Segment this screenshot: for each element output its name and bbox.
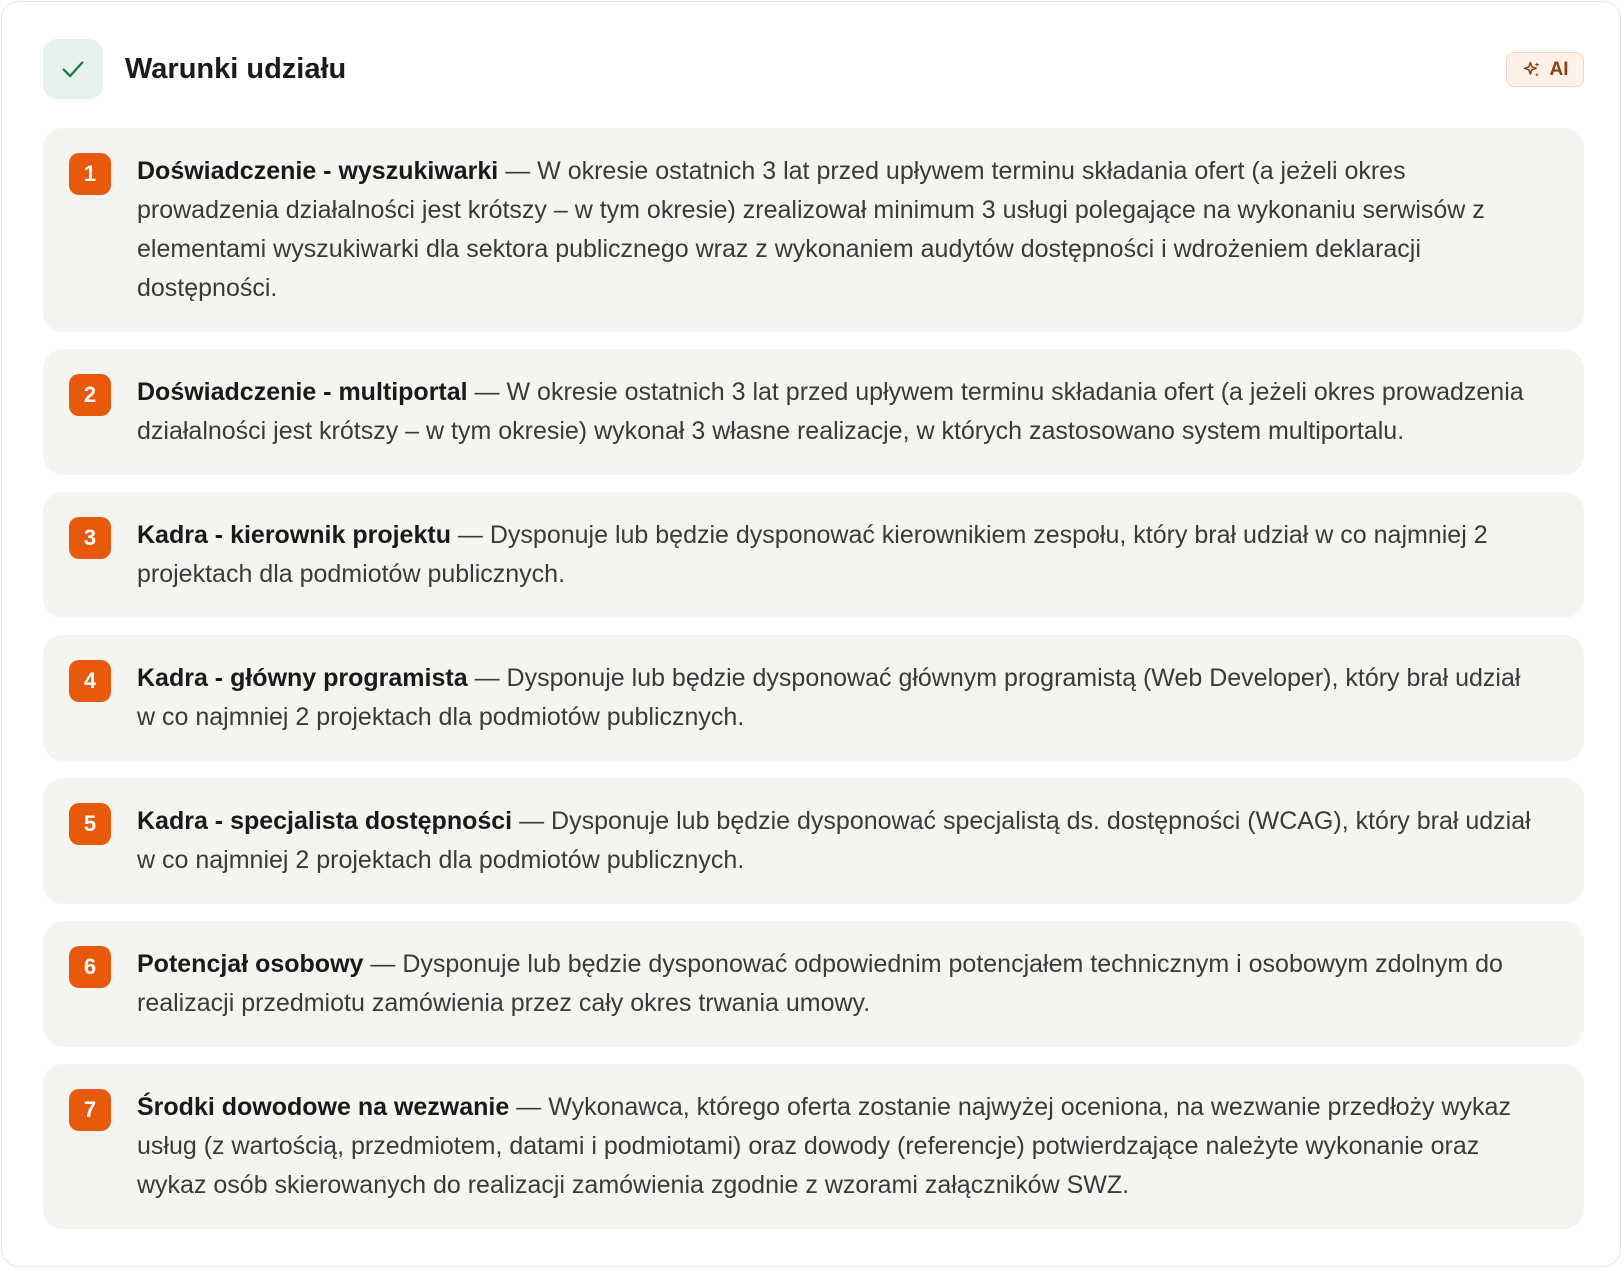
ai-badge-label: AI	[1549, 58, 1569, 80]
condition-text	[137, 945, 1544, 1023]
condition-item	[43, 778, 1584, 904]
condition-title: Środki dowodowe na wezwanie	[137, 1093, 510, 1121]
condition-title: Potencjał osobowy	[137, 950, 364, 978]
participation-conditions-panel	[1, 1, 1621, 1267]
condition-item	[43, 349, 1584, 475]
condition-title: Kadra - specjalista dostępności	[137, 807, 513, 835]
check-icon	[43, 39, 103, 99]
condition-text	[137, 802, 1544, 880]
condition-description: W okresie ostatnich 3 lat przed upływem terminu składania ofert (a jeżeli okres prowadzenia działalności jest krótszy – w tym okresie) zrealizował minimum 3 usługi polegające na wykonaniu serwisów z elementami wyszukiwarki dla sektora publicznego wraz z wykonaniem audytów dostępności i wdrożeniem deklaracji dostępności.	[137, 157, 1485, 302]
condition-description: W okresie ostatnich 3 lat przed upływem terminu składania ofert (a jeżeli okres prowadzenia działalności jest krótszy – w tym okresie) wykonał 3 własne realizacje, w których zastosowano system multiportalu.	[137, 378, 1524, 445]
condition-text	[137, 516, 1544, 594]
condition-number: 5	[69, 803, 111, 845]
condition-number: 4	[69, 660, 111, 702]
condition-separator: —	[450, 521, 490, 549]
condition-separator: —	[467, 378, 507, 406]
condition-item	[43, 492, 1584, 618]
condition-number: 7	[69, 1089, 111, 1131]
condition-description: Wykonawca, którego oferta zostanie najwyżej oceniona, na wezwanie przedłoży wykaz usług (z wartością, przedmiotem, datami i podmiotami) oraz dowody (referencje) potwierdzające należyte wykonanie oraz wykaz osób skierowanych do realizacji zamówienia zgodnie z wzorami załączników SWZ.	[137, 1093, 1511, 1199]
condition-separator: —	[512, 807, 552, 835]
sparkles-icon	[1522, 60, 1542, 80]
condition-text	[137, 1088, 1544, 1205]
condition-item	[43, 635, 1584, 761]
condition-separator: —	[467, 664, 507, 692]
condition-description: Dysponuje lub będzie dysponować głównym programistą (Web Developer), który brał udział w co najmniej 2 projektach dla podmiotów publicznych.	[137, 664, 1521, 731]
condition-number: 2	[69, 374, 111, 416]
condition-text	[137, 373, 1544, 451]
panel-header	[43, 39, 1584, 99]
condition-title: Kadra - kierownik projektu	[137, 521, 451, 549]
panel-title: Warunki udziału	[125, 53, 347, 85]
condition-number: 1	[69, 153, 111, 195]
condition-description: Dysponuje lub będzie dysponować kierownikiem zespołu, który brał udział w co najmniej 2 projektach dla podmiotów publicznych.	[137, 521, 1488, 588]
condition-text	[137, 152, 1544, 308]
condition-description: Dysponuje lub będzie dysponować specjalistą ds. dostępności (WCAG), który brał udział w co najmniej 2 projektach dla podmiotów publicznych.	[137, 807, 1531, 874]
condition-item	[43, 1064, 1584, 1229]
condition-number: 3	[69, 517, 111, 559]
condition-item	[43, 921, 1584, 1047]
condition-title: Doświadczenie - multiportal	[137, 378, 468, 406]
condition-title: Doświadczenie - wyszukiwarki	[137, 157, 499, 185]
condition-item	[43, 128, 1584, 332]
condition-number: 6	[69, 946, 111, 988]
condition-text	[137, 659, 1544, 737]
conditions-list	[43, 128, 1584, 1246]
condition-title: Kadra - główny programista	[137, 664, 468, 692]
condition-description: Dysponuje lub będzie dysponować odpowiednim potencjałem technicznym i osobowym zdolnym do realizacji przedmiotu zamówienia przez cały okres trwania umowy.	[137, 950, 1503, 1017]
condition-separator: —	[509, 1093, 549, 1121]
condition-separator: —	[363, 950, 403, 978]
condition-separator: —	[498, 157, 538, 185]
ai-badge[interactable]	[1506, 52, 1584, 87]
